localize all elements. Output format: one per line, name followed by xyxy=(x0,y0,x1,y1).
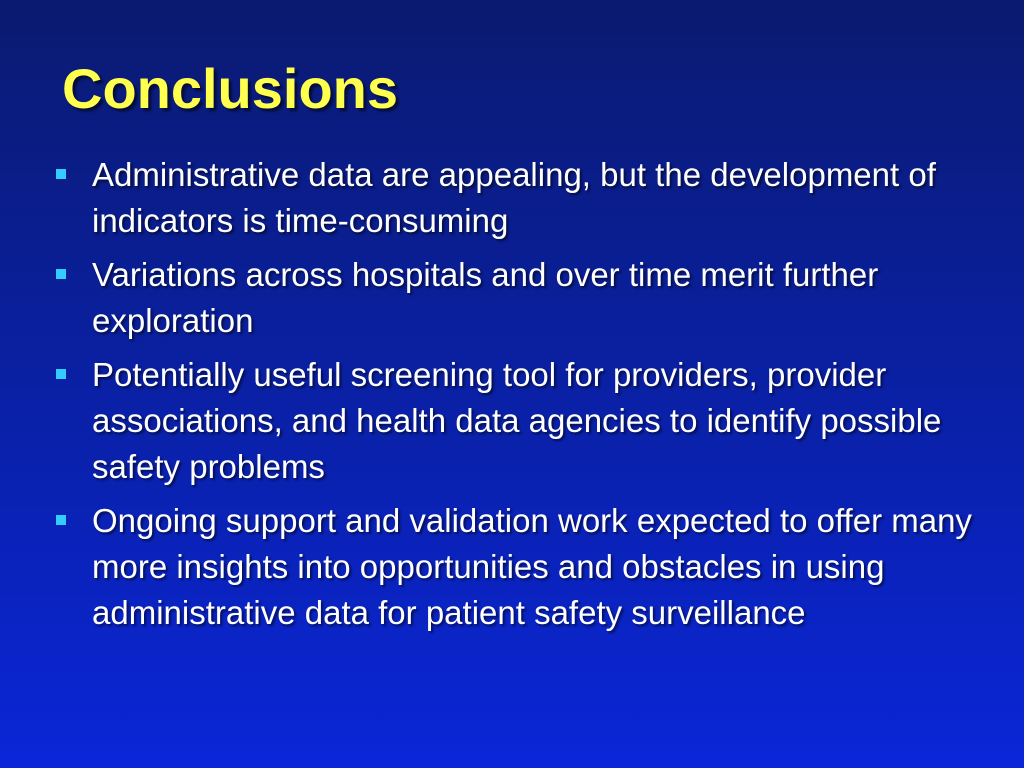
bullet-text: Potentially useful screening tool for providers, provider associations, and health data agencies to identify possible safety problems xyxy=(92,356,942,485)
square-bullet-icon xyxy=(56,369,66,379)
bullet-item xyxy=(50,252,990,344)
square-bullet-icon xyxy=(56,169,66,179)
bullet-item xyxy=(50,152,990,244)
square-bullet-icon xyxy=(56,269,66,279)
bullet-text: Ongoing support and validation work expected to offer many more insights into opportunities and obstacles in using administrative data for patient safety surveillance xyxy=(92,502,972,631)
bullet-text: Administrative data are appealing, but the development of indicators is time-consuming xyxy=(92,156,936,239)
slide-title: Conclusions xyxy=(62,57,399,120)
bullet-item xyxy=(50,352,990,490)
bullet-item xyxy=(50,498,990,636)
bullet-text: Variations across hospitals and over time merit further exploration xyxy=(92,256,879,339)
square-bullet-icon xyxy=(56,515,66,525)
bullet-list xyxy=(50,152,990,644)
